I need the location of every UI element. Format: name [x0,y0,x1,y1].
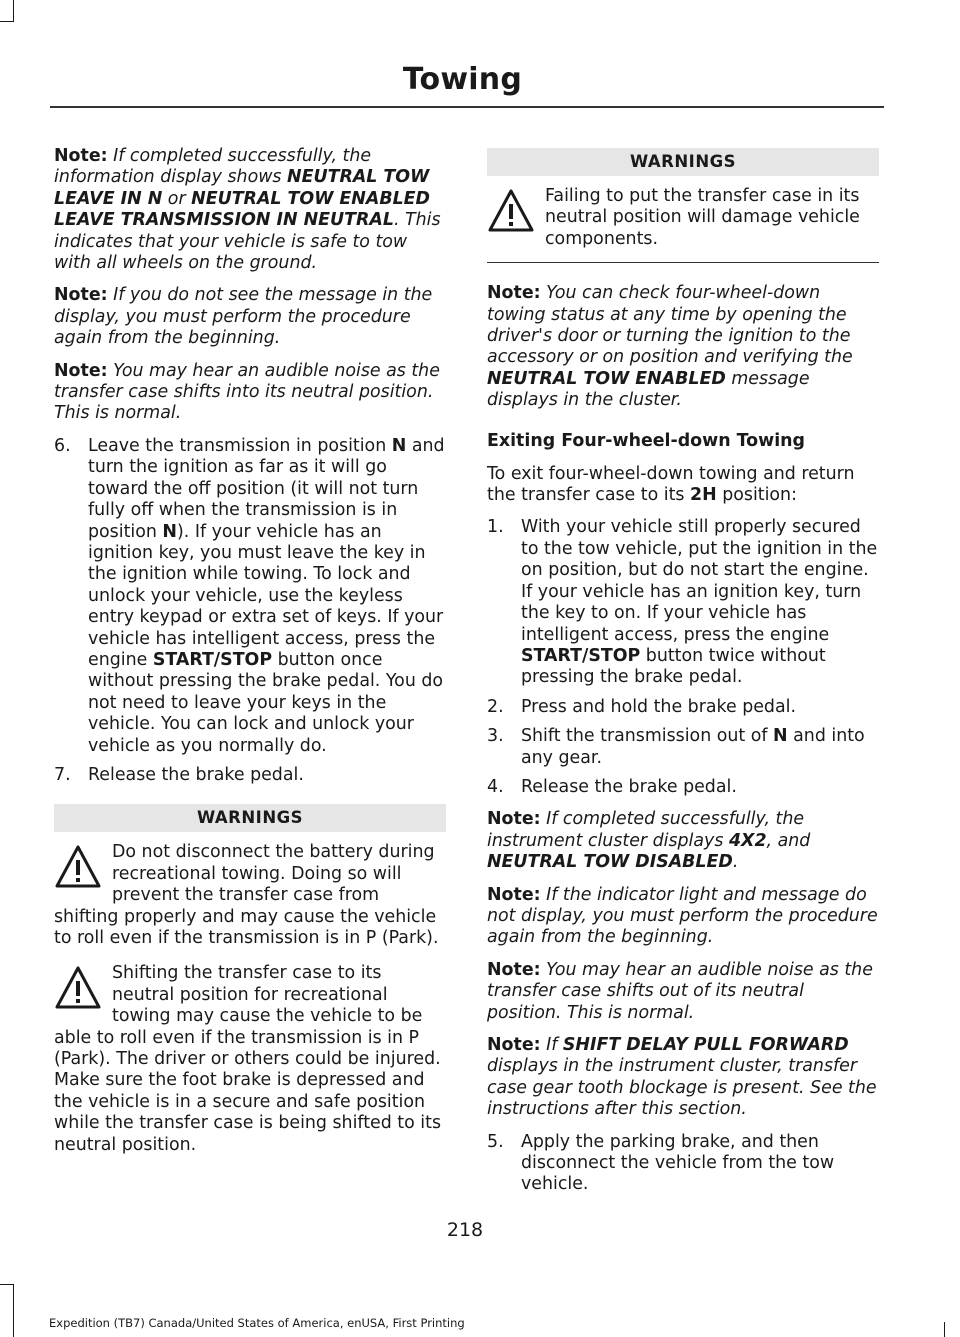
step-item: 2. Press and hold the brake pedal. [487,696,796,717]
step-item: 6. Leave the transmission in position N and turn the ignition as far as it will go toward the off position (it will not turn fully off when the transmission is in position N). If your vehicle has an ignition key, you must leave the key in the ignition while towing. To lock and unlock your vehicle, use the keyless entry keypad or extra set of keys. If your vehicle has intelligent access, press the engine START/STOP button once without pressing the brake pedal. You do not need to leave your keys in the vehicle. You can lock and unlock your vehicle as you normally do. [54,435,445,756]
warnings-header: WARNINGS [54,804,446,832]
warning-rule [487,262,879,263]
step-item: 4. Release the brake pedal. [487,776,737,797]
step-item: 1. With your vehicle still properly secured to the tow vehicle, put the ignition in the on position, but do not start the engine. If your vehicle has an ignition key, turn the key to on. If your vehicle has intelligent access, press the engine START/STOP button twice without pressing the brake pedal. [487,517,878,688]
note: Note: If you do not see the message in the display, you must perform the procedure again from the beginning. [54,285,433,349]
page-number: 218 [446,1219,484,1241]
note: Note: You may hear an audible noise as the transfer case shifts into its neutral position. This is normal. [54,360,440,424]
warning-item: Failing to put the transfer case in its neutral position will damage vehicle components. [487,186,879,250]
footer-text: Expedition (TB7) Canada/United States of America, enUSA, First Printing [49,1316,465,1330]
header-rule [50,106,884,108]
note: Note: You may hear an audible noise as the transfer case shifts out of its neutral position. This is normal. [487,959,873,1023]
right-column [487,148,879,1207]
crop-mark [944,1322,945,1337]
step-list [487,1132,879,1196]
crop-mark [13,0,14,22]
note: Note: If completed successfully, the instrument cluster displays 4X2, and NEUTRAL TOW DISABLED. [487,809,811,873]
step-item: 3. Shift the transmission out of N and into any gear. [487,726,865,768]
crop-mark [13,1284,14,1337]
note: Note: If completed successfully, the information display shows NEUTRAL TOW LEAVE IN N or NEUTRAL TOW ENABLED LEAVE TRANSMISSION IN NEUTRAL. This indicates that your vehicle is safe to tow with all wheels on the ground. [54,146,441,274]
warning-triangle-icon [54,965,102,1011]
step-item: 5. Apply the parking brake, and then disconnect the vehicle from the tow vehicle. [487,1131,835,1195]
step-list [54,436,446,787]
note: Note: If the indicator light and message do not display, you must perform the procedure again from the beginning. [487,884,878,948]
step-item: 7. Release the brake pedal. [54,764,304,785]
warnings-header: WARNINGS [487,148,879,176]
warning-item: Do not disconnect the battery during recreational towing. Doing so will prevent the transfer case from shifting properly and may cause the vehicle to roll even if the transmission is in P (Park). [54,842,439,948]
warning-item: Shifting the transfer case to its neutral position for recreational towing may cause the vehicle to be able to roll even if the transmission is in P (Park). The driver or others could be injured. Make sure the foot brake is depressed and the vehicle is in a secure and safe position while the transfer case is being shifted to its neutral position. [54,963,442,1155]
crop-mark [0,1284,14,1285]
page-title: Towing [402,62,522,97]
step-list [487,517,879,798]
note: Note: If SHIFT DELAY PULL FORWARD displays in the instrument cluster, transfer case gear tooth blockage is present. See the instructions after this section. [487,1035,877,1120]
warning-triangle-icon [487,188,535,234]
section-heading: Exiting Four-wheel-down Towing [487,430,805,451]
note: Note: You can check four-wheel-down towing status at any time by opening the driver's door or turning the ignition to the accessory or on position and verifying the NEUTRAL TOW ENABLED message displays in the cluster. [487,283,853,411]
warning-triangle-icon [54,844,102,890]
left-column [54,146,446,1156]
crop-mark [0,21,14,22]
paragraph: To exit four-wheel-down towing and return the transfer case to its 2H position: [487,463,855,506]
